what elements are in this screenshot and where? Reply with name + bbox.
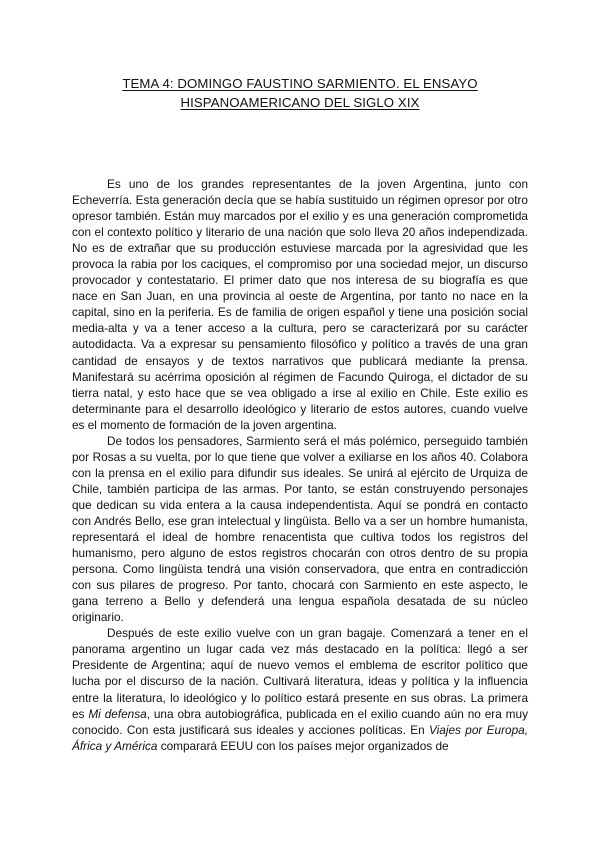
paragraph-2: De todos los pensadores, Sarmiento será el más polémico, perseguido también por Rosas a su vuelta, por lo que tiene que volver a exiliarse en los años 40. Colabora con la prensa en el exilio para difundir sus ideales. Se unirá al ejército de Urquiza de Chile, también participa de las armas. Por tanto, se están construyendo personajes que dedican su vida entera a la causa independentista. Aquí se pondrá en contacto con Andrés Bello, ese gran intelectual y lingüista. Bello va a ser un hombre humanista, representará el ideal de hombre renacentista que cultiva todos los registros del humanismo, pero alguno de estos registros chocarán con otros dentro de su propia persona. Como lingüista tendrá una visión conservadora, que entra en contradicción con sus pilares de progreso. Por tanto, chocará con Sarmiento en este aspecto, le gana terreno a Bello y defenderá una lengua española desatada de su núcleo originario. bbox=[72, 433, 528, 625]
title-line-1: TEMA 4: DOMINGO FAUSTINO SARMIENTO. EL ENSAYO bbox=[122, 76, 478, 91]
work-title-mi-defensa: Mi defensa bbox=[88, 706, 147, 721]
paragraph-3-text-b: , una obra autobiográfica, publicada en el exilio cuando aún no era muy conocido. Con esta justificará sus ideales y acciones políticas. En bbox=[72, 706, 528, 737]
title-line-2: HISPANOAMERICANO DEL SIGLO XIX bbox=[180, 95, 420, 110]
work-title-viajes: Viajes por Europa, África y América bbox=[72, 722, 528, 753]
paragraph-1: Es uno de los grandes representantes de la joven Argentina, junto con Echeverría. Esta generación decía que se había sustituido un régimen opresor por otro opresor también. Están muy marcados por el exilio y es una generación comprometida con el contexto político y literario de una nación que solo lleva 20 años independizada. No es de extrañar que su producción estuviese marcada por la agresividad que les provoca la rabia por los caciques, el compromiso por una sociedad mejor, un discurso provocador y contestatario. El primer dato que nos interesa de su biografía es que nace en San Juan, en una provincia al oeste de Argentina, por tanto no nace en la capital, sino en la periferia. Es de familia de origen español y tiene una posición social media-alta y va a tener acceso a la cultura, pero se caracterizará por su carácter autodidacta. Va a expresar su pensamiento filosófico y político a través de una gran cantidad de ensayos y de textos narrativos que publicará mediante la prensa. Manifestará su acérrima oposición al régimen de Facundo Quiroga, el dictador de su tierra natal, y esto hace que se vea obligado a irse al exilio en Chile. Este exilio es determinante para el desarrollo ideológico y literario de estos autores, cuando vuelve es el momento de formación de la joven argentina. bbox=[72, 177, 528, 432]
paragraph-3 bbox=[72, 625, 528, 753]
page-title bbox=[72, 74, 528, 112]
paragraph-3-text-a: Después de este exilio vuelve con un gran bagaje. Comenzará a tener en el panorama argentino un lugar cada vez más destacado en la política: llegó a ser Presidente de Argentina; aquí de nuevo vemos el emblema de escritor político que lucha por el discurso de la nación. Cultivará literatura, ideas y política y la influencia entre la literatura, lo ideológico y lo político estará presente en sus obras. La primera es bbox=[72, 626, 528, 721]
body-text bbox=[72, 176, 528, 754]
paragraph-3-text-c: comparará EEUU con los países mejor organizados de bbox=[157, 738, 449, 753]
